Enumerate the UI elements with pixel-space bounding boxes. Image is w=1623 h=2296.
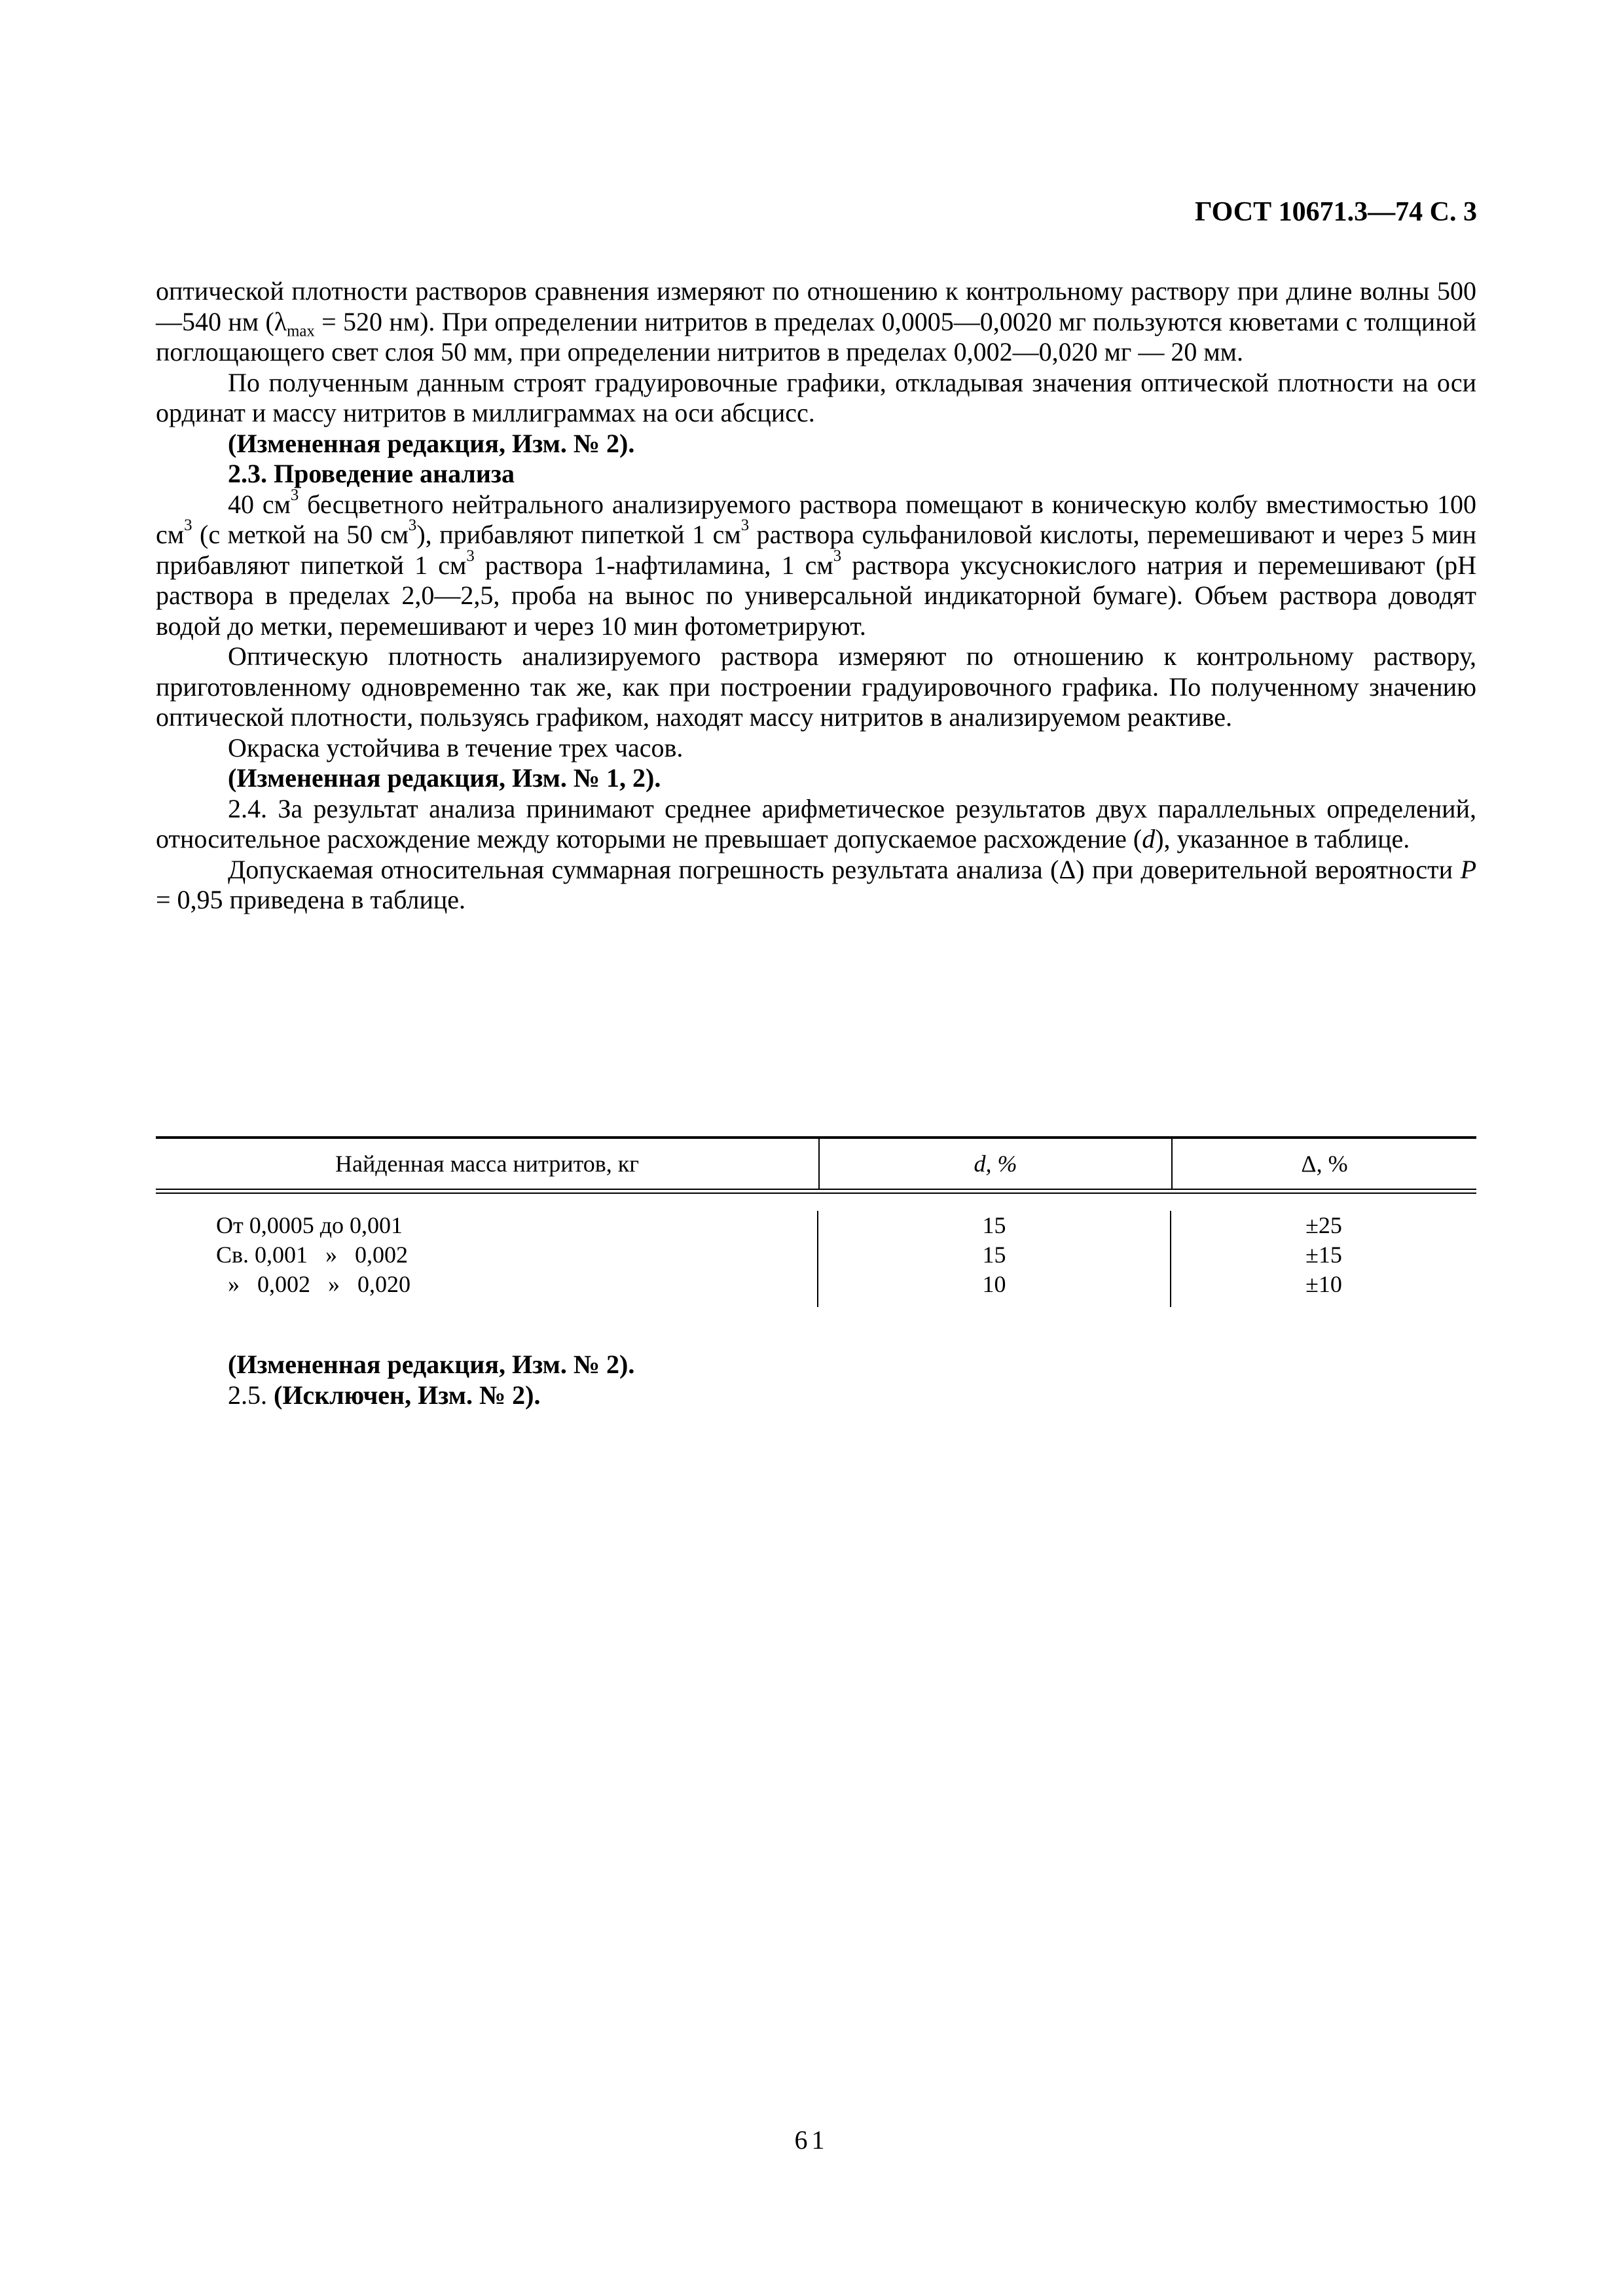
header-mass: Найденная масса нитритов, кг <box>156 1139 820 1189</box>
table-cell: ±10 <box>1305 1271 1342 1297</box>
paragraph-color-stability: Окраска устойчива в течение трех часов. <box>228 732 684 762</box>
table-cell: 10 <box>982 1271 1006 1297</box>
header-d: d, % <box>820 1139 1173 1189</box>
paragraph-error: Допускаемая относительная суммарная погрешность результата анализа (Δ) при доверительной вероятности P = 0,95 приведена в таблице. <box>156 854 1476 914</box>
page-number: 61 <box>794 2125 829 2155</box>
body-text <box>156 276 1476 916</box>
revision-note-3: (Измененная редакция, Изм. № 2). <box>228 1350 635 1379</box>
paragraph-2-4: 2.4. За результат анализа принимают среднее арифметическое результатов двух параллельных определений, относительное расхождение между которыми не превышает допускаемое расхождение (d), указанное в таблице. <box>156 793 1476 853</box>
table-cell: Св. 0,001 » 0,002 <box>216 1242 409 1268</box>
paragraph-calibration: По полученным данным строят градуировочные графики, откладывая значения оптической плотности на оси ординат и массу нитритов в миллиграммах на оси абсцисс. <box>156 367 1476 427</box>
table-header-row <box>156 1139 1476 1189</box>
table-cell: От 0,0005 до 0,001 <box>216 1212 403 1238</box>
paragraph-measurement: Оптическую плотность анализируемого раствора измеряют по отношению к контрольному раствору, приготовленному одновременно так же, как при построении градуировочного графика. По полученному значению оптической плотности, пользуясь графиком, находят массу нитритов в анализируемом реактиве. <box>156 641 1476 732</box>
table-cell: ±15 <box>1305 1242 1342 1268</box>
column-mass <box>156 1211 818 1307</box>
revision-note-1: (Измененная редакция, Изм. № 2). <box>228 428 635 458</box>
table-cell: 15 <box>982 1212 1006 1238</box>
paragraph-procedure: 40 $см^3$ бесцветного нейтрального анализируемого раствора помещают в коническую колбу вместимостью 100 $см^3$ (с меткой на 50 $см^3$), прибавляют пипеткой 1 $см^3$ раствора сульфаниловой кислоты, перемешивают и через 5 мин прибавляют пипеткой 1 $см^3$ раствора 1-нафтиламина, 1 $см^3$ раствора уксуснокислого натрия и перемешивают (рН раствора в пределах 2,0—2,5, проба на вынос по универсальной индикаторной бумаге). Объем раствора доводят водой до метки, перемешивают и через 10 мин фотометрируют. <box>156 486 1476 641</box>
table-cell: » 0,002 » 0,020 <box>216 1271 410 1297</box>
header-delta: Δ, % <box>1301 1151 1348 1177</box>
section-2-3-heading: 2.3. Проведение анализа <box>228 459 515 488</box>
table-cell: ±25 <box>1305 1212 1342 1238</box>
table-header-separator <box>156 1189 1476 1194</box>
results-table <box>156 1136 1476 1307</box>
page-header: ГОСТ 10671.3—74 С. 3 <box>1194 197 1477 227</box>
section-2-5: 2.5. (Исключен, Изм. № 2). <box>228 1380 541 1410</box>
after-table-text <box>156 1350 1476 1410</box>
column-d <box>818 1211 1171 1307</box>
table-body <box>156 1194 1476 1307</box>
paragraph-optical-density: оптической плотности растворов сравнения измеряют по отношению к контрольному раствору при длине волны 500—540 нм ($\lambda_{max} = 520$ нм). При определении нитритов в пределах 0,0005—0,0020 мг пользуются кюветами с толщиной поглощающего свет слоя 50 мм, при определении нитритов в пределах 0,002—0,020 мг — 20 мм. <box>156 276 1476 367</box>
column-delta <box>1171 1211 1476 1307</box>
table-cell: 15 <box>982 1242 1006 1268</box>
revision-note-2: (Измененная редакция, Изм. № 1, 2). <box>228 763 661 793</box>
